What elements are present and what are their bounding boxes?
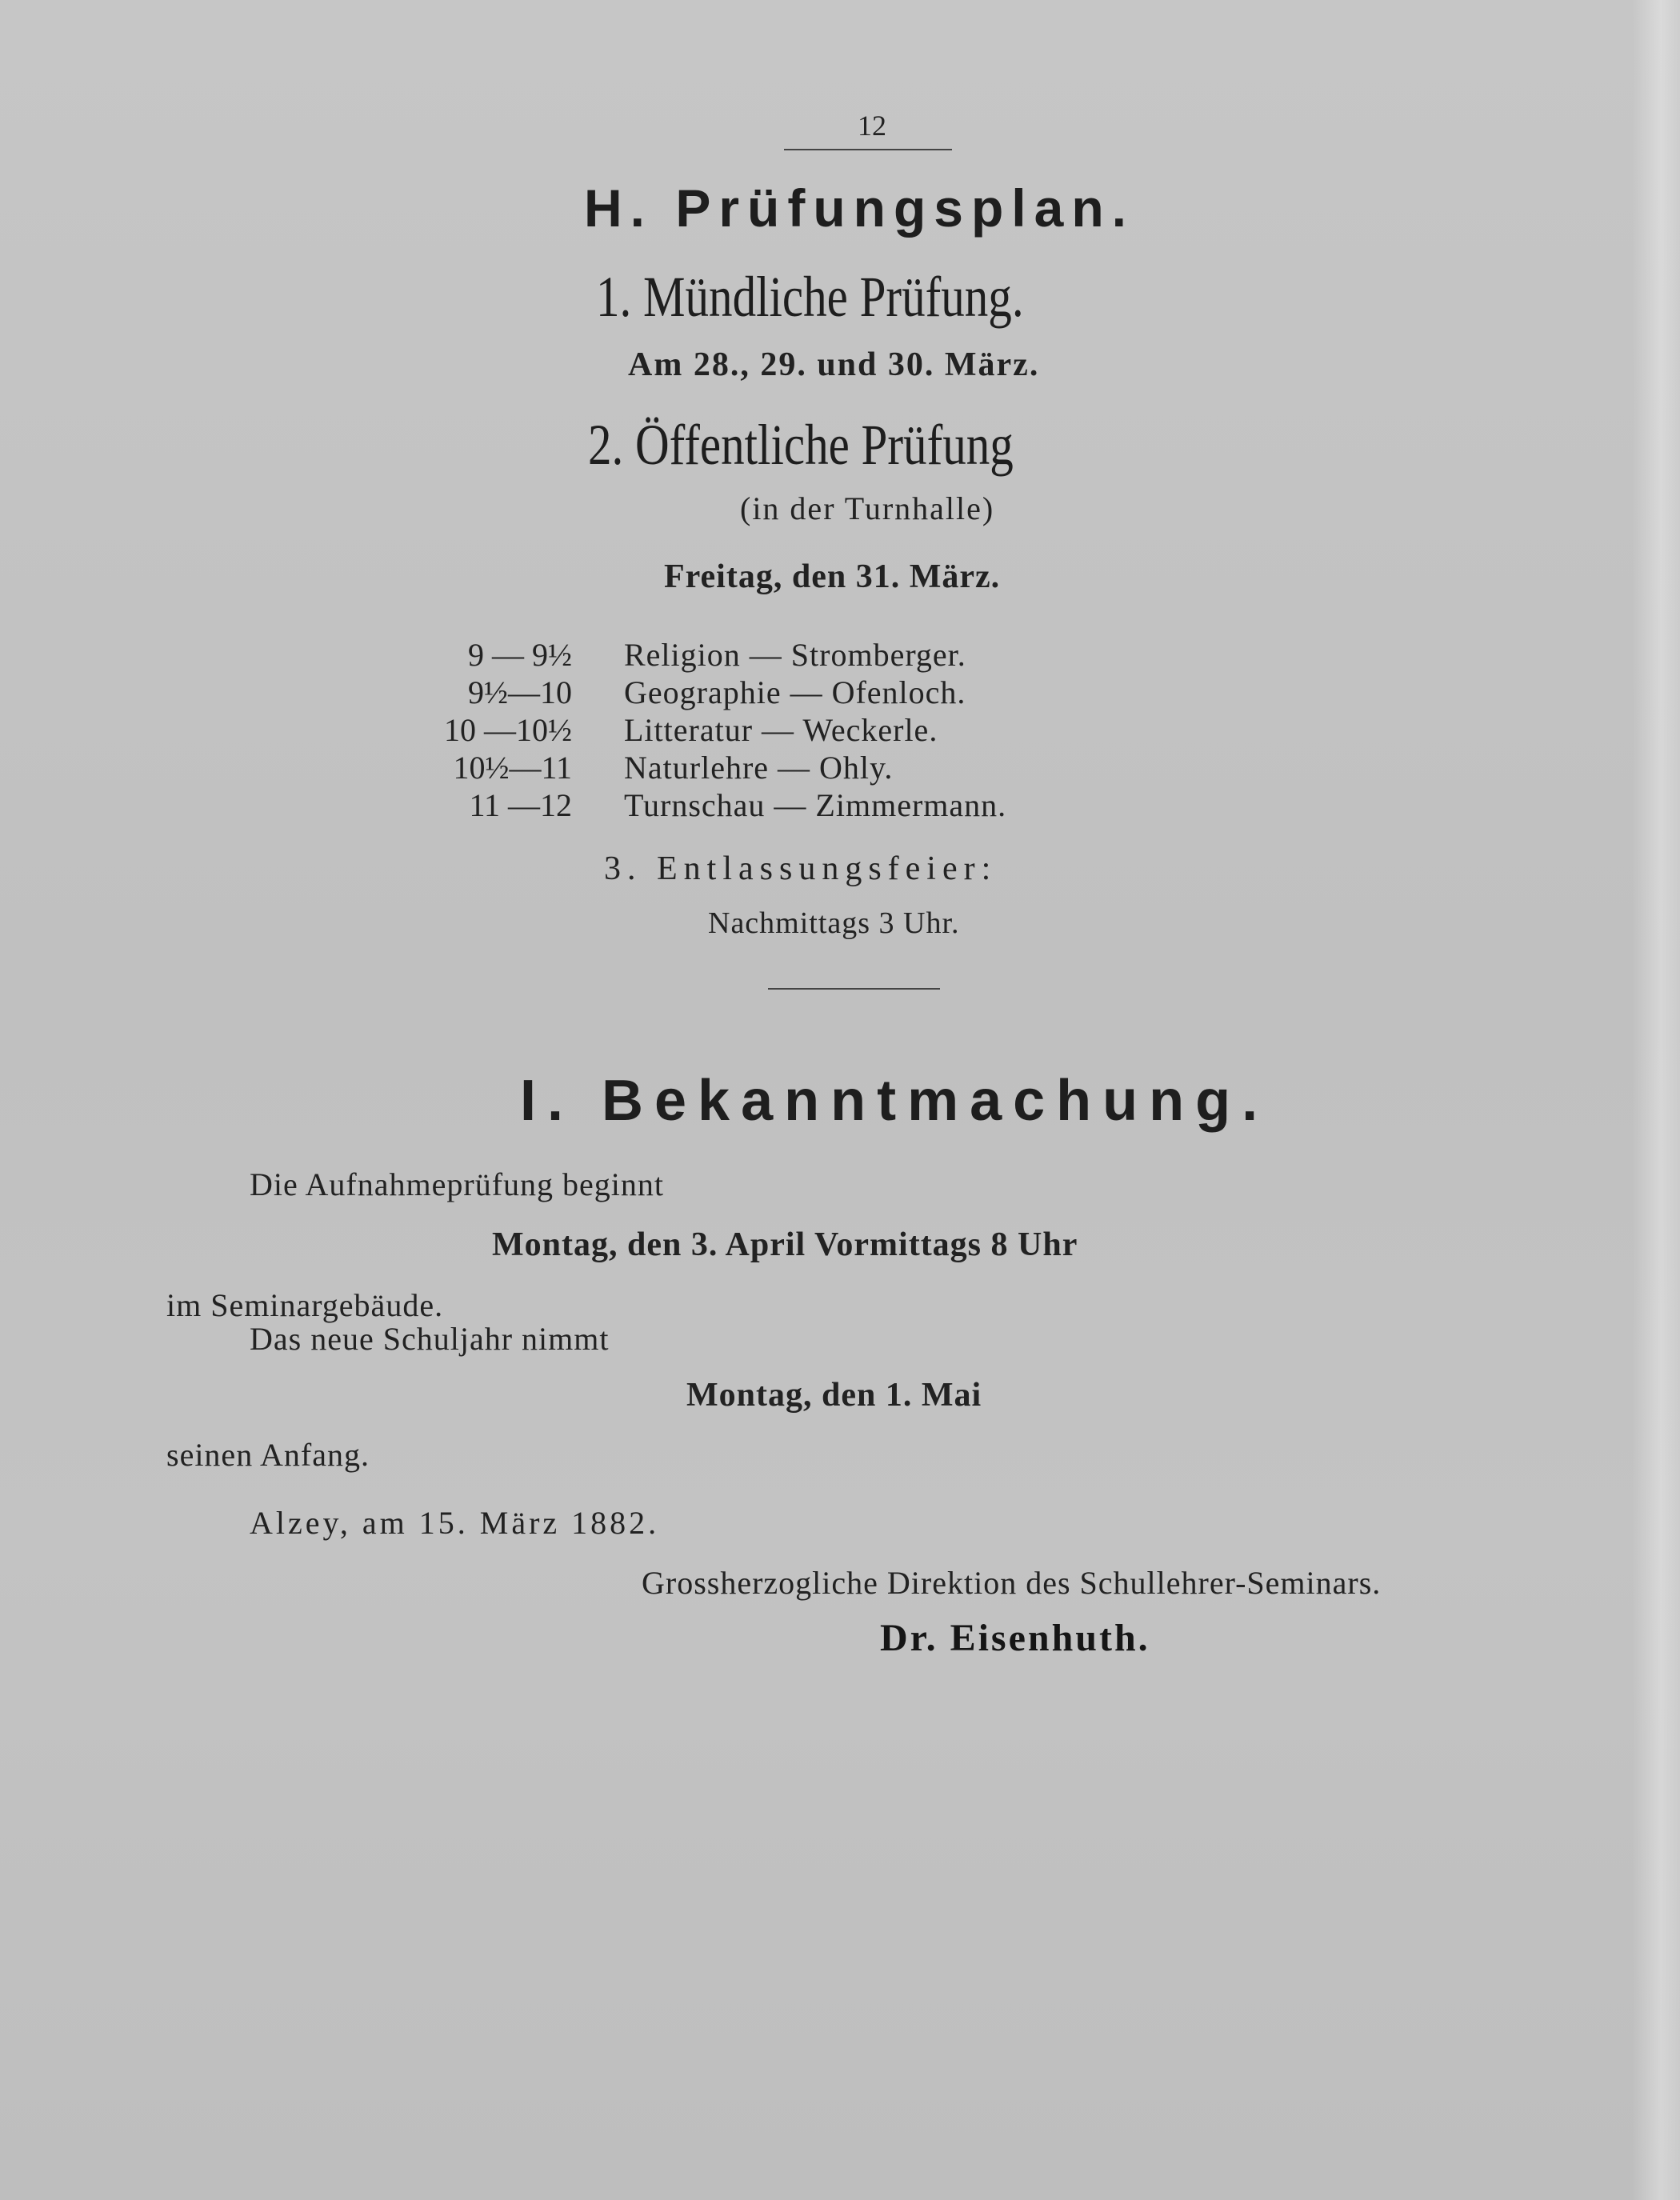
public-exam-day: Freitag, den 31. März. [664, 558, 1001, 595]
signature: Dr. Eisenhuth. [880, 1617, 1150, 1659]
section-h-heading: H. Prüfungsplan. [584, 178, 1134, 238]
place-date: Alzey, am 15. März 1882. [250, 1505, 660, 1541]
farewell-time: Nachmittags 3 Uhr. [708, 906, 960, 940]
schedule-subject: Naturlehre — Ohly. [624, 750, 894, 786]
schedule-time: 11 —12 [469, 787, 572, 823]
paper-edge [1632, 0, 1680, 2200]
schedule-subject: Litteratur — Weckerle. [624, 712, 938, 748]
issuing-authority: Grossherzogliche Direktion des Schullehrer-Seminars. [642, 1565, 1382, 1601]
public-exam-location: (in der Turnhalle) [740, 490, 995, 526]
school-year-date: Montag, den 1. Mai [686, 1377, 982, 1414]
farewell-title: 3. Entlassungsfeier: [604, 850, 998, 887]
schedule-subject: Religion — Stromberger. [624, 637, 966, 673]
oral-exam-dates: Am 28., 29. und 30. März. [628, 346, 1040, 383]
admission-intro: Die Aufnahmeprüfung beginnt [250, 1166, 664, 1202]
admission-location: im Seminargebäude. [166, 1287, 444, 1323]
page-number: 12 [858, 110, 886, 142]
schedule-time: 10 —10½ [444, 712, 572, 748]
section-i-heading: I. Bekanntmachung. [520, 1069, 1270, 1133]
section-divider [768, 988, 940, 990]
admission-date: Montag, den 3. April Vormittags 8 Uhr [492, 1226, 1078, 1263]
schedule-time: 10½—11 [453, 750, 572, 786]
school-year-intro: Das neue Schuljahr nimmt [250, 1321, 610, 1357]
schedule-subject: Turnschau — Zimmermann. [624, 787, 1007, 823]
schedule-time: 9 — 9½ [468, 637, 572, 673]
oral-exam-title: 1. Mündliche Prüfung. [596, 265, 1024, 329]
page-number-rule [784, 149, 952, 150]
school-year-outro: seinen Anfang. [166, 1437, 370, 1473]
schedule-subject: Geographie — Ofenloch. [624, 674, 966, 710]
public-exam-title: 2. Öffentliche Prüfung [588, 413, 1014, 477]
schedule-time: 9½—10 [468, 674, 572, 710]
